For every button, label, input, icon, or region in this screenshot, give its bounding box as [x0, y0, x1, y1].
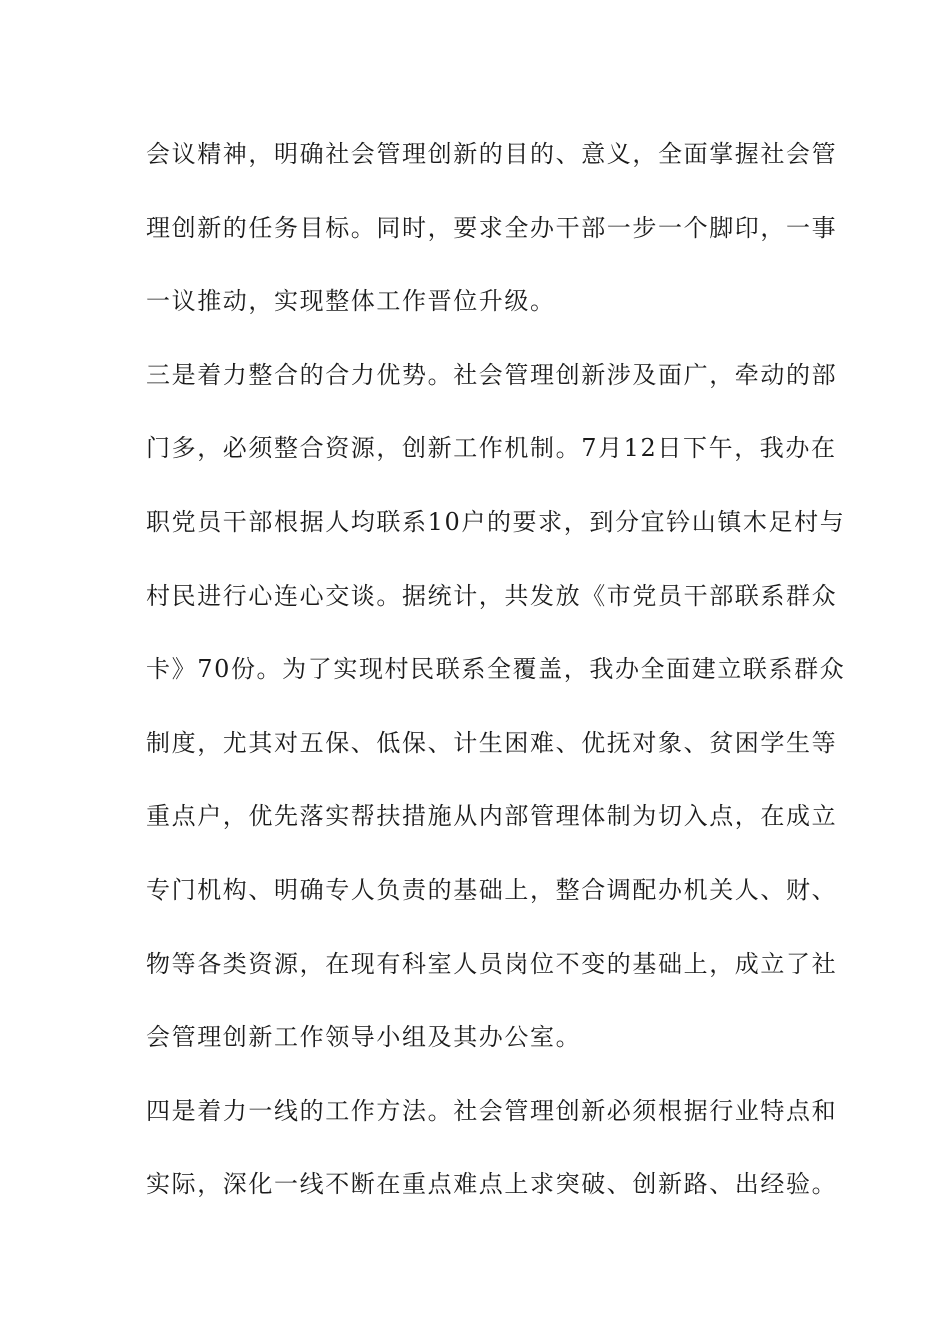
text-line: 门多，必须整合资源，创新工作机制。7月12日下午，我办在	[146, 434, 837, 463]
text-line: 会议精神，明确社会管理创新的目的、意义，全面掌握社会管	[146, 140, 838, 168]
text-line: 重点户，优先落实帮扶措施从内部管理体制为切入点，在成立	[146, 802, 838, 831]
text-line: 四是着力一线的工作方法。社会管理创新必须根据行业特点和	[146, 1096, 838, 1125]
text-line: 实际，深化一线不断在重点难点上求突破、创新路、出经验。	[146, 1170, 838, 1199]
text-line: 会管理创新工作领导小组及其办公室。	[146, 1023, 582, 1052]
text-line: 一议推动，实现整体工作晋位升级。	[146, 287, 556, 316]
text-line: 三是着力整合的合力优势。社会管理创新涉及面广，牵动的部	[146, 360, 838, 389]
text-line: 职党员干部根据人均联系10户的要求，到分宜钤山镇木足村与	[146, 507, 846, 536]
text-line: 卡》70份。为了实现村民联系全覆盖，我办全面建立联系群众	[146, 655, 846, 684]
text-line: 专门机构、明确专人负责的基础上，整合调配办机关人、财、	[146, 875, 838, 904]
body-text	[146, 118, 846, 1222]
text-line: 物等各类资源，在现有科室人员岗位不变的基础上，成立了社	[146, 949, 838, 978]
text-line: 理创新的任务目标。同时，要求全办干部一步一个脚印，一事	[146, 213, 838, 242]
text-line: 制度，尤其对五保、低保、计生困难、优抚对象、贫困学生等	[146, 728, 838, 757]
text-line: 村民进行心连心交谈。据统计，共发放《市党员干部联系群众	[146, 581, 838, 610]
